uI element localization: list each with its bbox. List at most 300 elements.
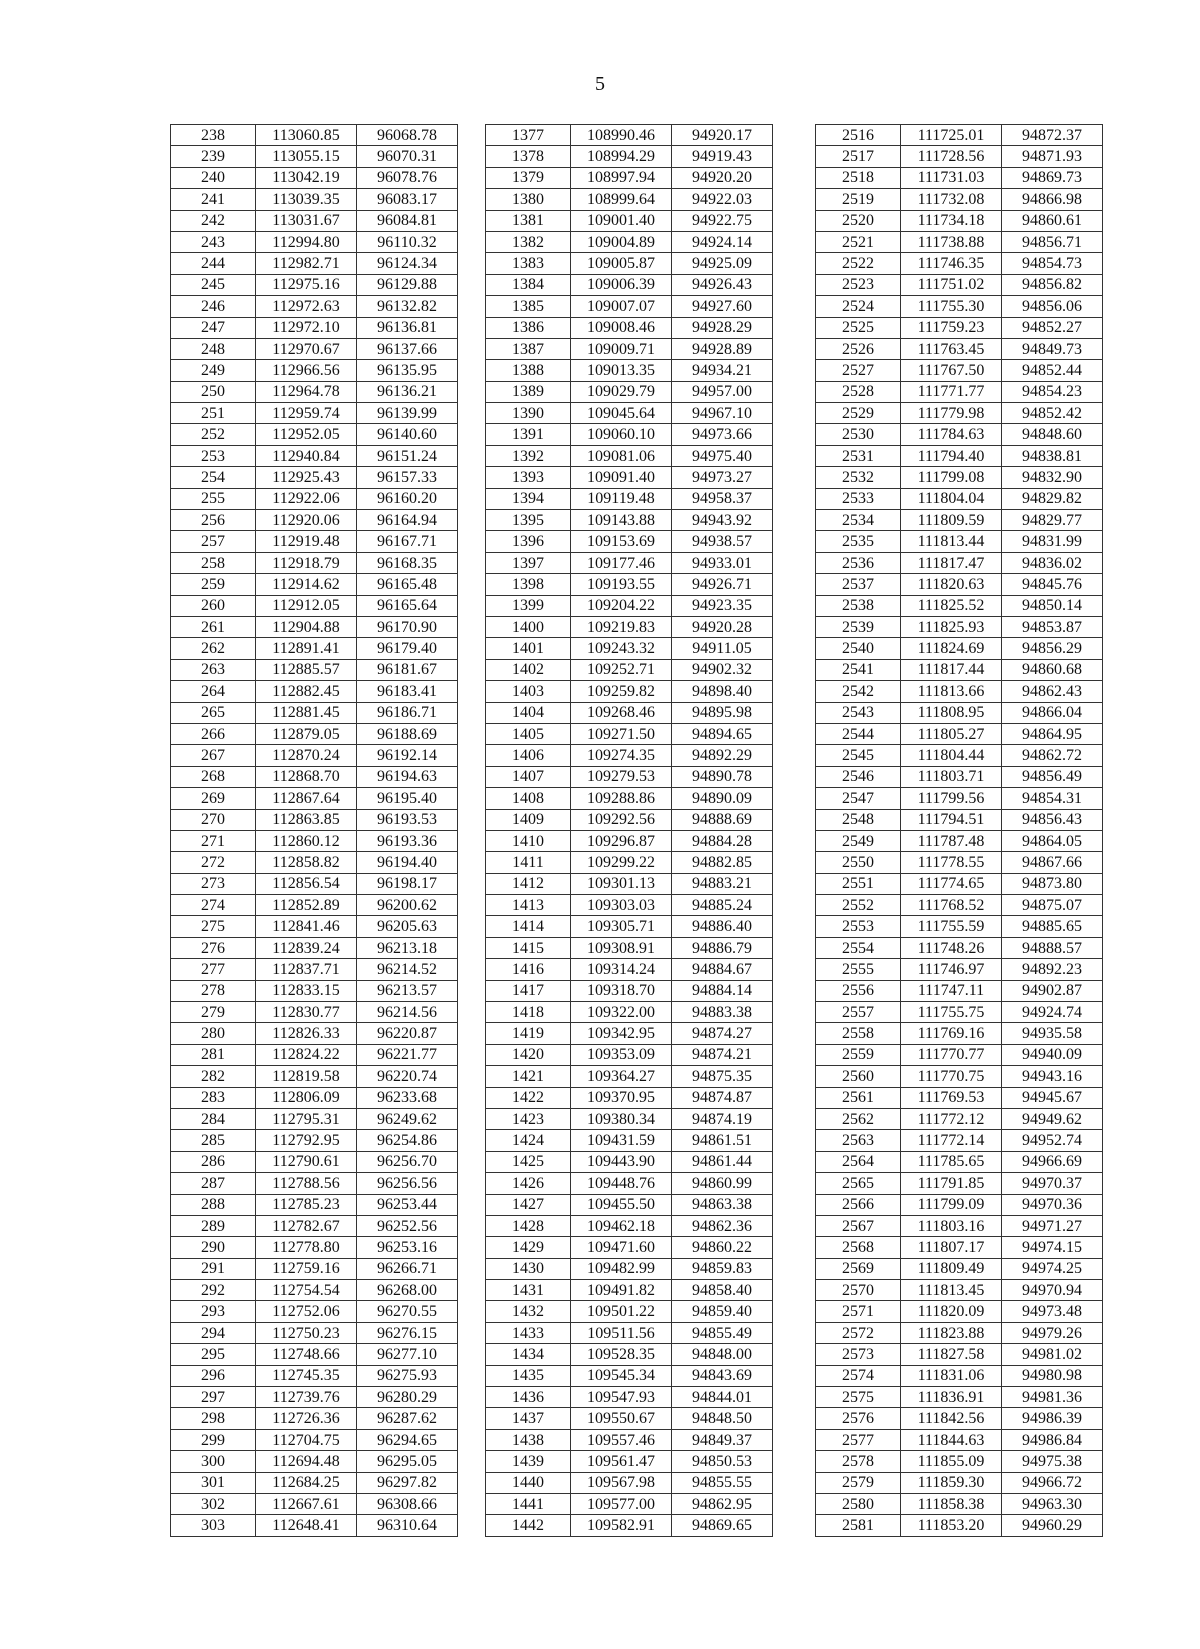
x-coordinate-cell: 111804.44 [901,745,1002,766]
y-coordinate-cell: 94838.81 [1002,445,1103,466]
y-coordinate-cell: 94848.60 [1002,424,1103,445]
x-coordinate-cell: 112684.25 [256,1472,357,1493]
point-number-cell: 1437 [486,1408,571,1429]
table-row [171,574,458,595]
table-row [171,937,458,958]
x-coordinate-cell: 112754.54 [256,1280,357,1301]
y-coordinate-cell: 96280.29 [357,1387,458,1408]
point-number-cell: 1388 [486,360,571,381]
x-coordinate-cell: 109314.24 [571,959,672,980]
x-coordinate-cell: 111824.69 [901,638,1002,659]
table-row [486,210,773,231]
y-coordinate-cell: 94898.40 [672,681,773,702]
table-row [486,1258,773,1279]
table-row [486,274,773,295]
point-number-cell: 2546 [816,766,901,787]
table-row [816,381,1103,402]
x-coordinate-cell: 109455.50 [571,1194,672,1215]
x-coordinate-cell: 109299.22 [571,852,672,873]
x-coordinate-cell: 109322.00 [571,1002,672,1023]
x-coordinate-cell: 112792.95 [256,1130,357,1151]
x-coordinate-cell: 111771.77 [901,381,1002,402]
y-coordinate-cell: 94963.30 [1002,1494,1103,1515]
table-row [486,916,773,937]
point-number-cell: 251 [171,403,256,424]
y-coordinate-cell: 96084.81 [357,210,458,231]
x-coordinate-cell: 112839.24 [256,937,357,958]
table-row [486,488,773,509]
x-coordinate-cell: 109364.27 [571,1066,672,1087]
table-row [816,1087,1103,1108]
y-coordinate-cell: 96275.93 [357,1365,458,1386]
table-row [486,852,773,873]
x-coordinate-cell: 111799.08 [901,467,1002,488]
y-coordinate-cell: 94852.42 [1002,403,1103,424]
table-row [171,702,458,723]
point-number-cell: 2581 [816,1515,901,1536]
table-row [816,1280,1103,1301]
x-coordinate-cell: 112975.16 [256,274,357,295]
y-coordinate-cell: 94886.79 [672,937,773,958]
y-coordinate-cell: 94869.73 [1002,167,1103,188]
point-number-cell: 1425 [486,1151,571,1172]
point-number-cell: 1386 [486,317,571,338]
y-coordinate-cell: 96276.15 [357,1322,458,1343]
x-coordinate-cell: 111859.30 [901,1472,1002,1493]
x-coordinate-cell: 112806.09 [256,1087,357,1108]
x-coordinate-cell: 111836.91 [901,1387,1002,1408]
table-row [486,702,773,723]
table-row [171,189,458,210]
x-coordinate-cell: 112952.05 [256,424,357,445]
table-row [171,231,458,252]
point-number-cell: 1440 [486,1472,571,1493]
table-row [171,659,458,680]
table-row [816,1194,1103,1215]
x-coordinate-cell: 112819.58 [256,1066,357,1087]
point-number-cell: 2568 [816,1237,901,1258]
point-number-cell: 263 [171,659,256,680]
x-coordinate-cell: 112833.15 [256,980,357,1001]
point-number-cell: 286 [171,1151,256,1172]
x-coordinate-cell: 111731.03 [901,167,1002,188]
y-coordinate-cell: 94890.78 [672,766,773,787]
table-row [486,1002,773,1023]
table-row [816,1151,1103,1172]
y-coordinate-cell: 94911.05 [672,638,773,659]
y-coordinate-cell: 94860.68 [1002,659,1103,680]
point-number-cell: 294 [171,1322,256,1343]
point-number-cell: 2516 [816,125,901,146]
point-number-cell: 267 [171,745,256,766]
table-row [486,253,773,274]
x-coordinate-cell: 113031.67 [256,210,357,231]
x-coordinate-cell: 111791.85 [901,1173,1002,1194]
table-row [486,317,773,338]
y-coordinate-cell: 96213.57 [357,980,458,1001]
x-coordinate-cell: 112704.75 [256,1429,357,1450]
x-coordinate-cell: 109274.35 [571,745,672,766]
x-coordinate-cell: 111784.63 [901,424,1002,445]
x-coordinate-cell: 109370.95 [571,1087,672,1108]
point-number-cell: 2575 [816,1387,901,1408]
y-coordinate-cell: 96168.35 [357,552,458,573]
point-number-cell: 2528 [816,381,901,402]
point-number-cell: 2548 [816,809,901,830]
point-number-cell: 246 [171,296,256,317]
x-coordinate-cell: 109193.55 [571,574,672,595]
table-row [171,1280,458,1301]
table-row [816,616,1103,637]
table-row [816,830,1103,851]
x-coordinate-cell: 111844.63 [901,1429,1002,1450]
x-coordinate-cell: 111827.58 [901,1344,1002,1365]
x-coordinate-cell: 112868.70 [256,766,357,787]
x-coordinate-cell: 111809.49 [901,1258,1002,1279]
table-row [816,338,1103,359]
table-row [816,253,1103,274]
table-row [486,1044,773,1065]
point-number-cell: 264 [171,681,256,702]
point-number-cell: 258 [171,552,256,573]
point-number-cell: 2518 [816,167,901,188]
table-row [816,531,1103,552]
x-coordinate-cell: 109005.87 [571,253,672,274]
point-number-cell: 1377 [486,125,571,146]
point-number-cell: 2567 [816,1215,901,1236]
y-coordinate-cell: 96124.34 [357,253,458,274]
y-coordinate-cell: 94928.89 [672,338,773,359]
table-row [171,1237,458,1258]
point-number-cell: 245 [171,274,256,295]
point-number-cell: 2531 [816,445,901,466]
y-coordinate-cell: 94958.37 [672,488,773,509]
y-coordinate-cell: 94957.00 [672,381,773,402]
table-row [816,445,1103,466]
table-row [171,895,458,916]
x-coordinate-cell: 112837.71 [256,959,357,980]
y-coordinate-cell: 94829.77 [1002,510,1103,531]
table-row [816,1002,1103,1023]
table-row [816,1044,1103,1065]
y-coordinate-cell: 94862.43 [1002,681,1103,702]
y-coordinate-cell: 96310.64 [357,1515,458,1536]
table-row [816,1472,1103,1493]
table-row [486,873,773,894]
table-row [486,1280,773,1301]
x-coordinate-cell: 112648.41 [256,1515,357,1536]
y-coordinate-cell: 96198.17 [357,873,458,894]
y-coordinate-cell: 96195.40 [357,788,458,809]
point-number-cell: 1405 [486,723,571,744]
table-row [486,1194,773,1215]
x-coordinate-cell: 112852.89 [256,895,357,916]
table-row [486,1494,773,1515]
x-coordinate-cell: 109060.10 [571,424,672,445]
table-row [171,980,458,1001]
table-row [171,210,458,231]
y-coordinate-cell: 94892.23 [1002,959,1103,980]
x-coordinate-cell: 109482.99 [571,1258,672,1279]
x-coordinate-cell: 112912.05 [256,595,357,616]
point-number-cell: 1378 [486,146,571,167]
x-coordinate-cell: 109431.59 [571,1130,672,1151]
point-number-cell: 2560 [816,1066,901,1087]
point-number-cell: 2520 [816,210,901,231]
x-coordinate-cell: 112925.43 [256,467,357,488]
x-coordinate-cell: 112745.35 [256,1365,357,1386]
point-number-cell: 2551 [816,873,901,894]
table-row [816,1237,1103,1258]
point-number-cell: 260 [171,595,256,616]
point-number-cell: 275 [171,916,256,937]
y-coordinate-cell: 94890.09 [672,788,773,809]
point-number-cell: 2524 [816,296,901,317]
point-number-cell: 266 [171,723,256,744]
point-number-cell: 1401 [486,638,571,659]
point-number-cell: 270 [171,809,256,830]
point-number-cell: 292 [171,1280,256,1301]
x-coordinate-cell: 111805.27 [901,723,1002,744]
y-coordinate-cell: 94859.83 [672,1258,773,1279]
point-number-cell: 281 [171,1044,256,1065]
point-number-cell: 1418 [486,1002,571,1023]
table-row [816,895,1103,916]
point-number-cell: 2526 [816,338,901,359]
point-number-cell: 2545 [816,745,901,766]
table-row [486,830,773,851]
point-number-cell: 1414 [486,916,571,937]
table-row [816,1515,1103,1536]
x-coordinate-cell: 112940.84 [256,445,357,466]
point-number-cell: 1397 [486,552,571,573]
table-row [816,403,1103,424]
x-coordinate-cell: 112867.64 [256,788,357,809]
table-row [171,381,458,402]
point-number-cell: 2523 [816,274,901,295]
y-coordinate-cell: 94882.85 [672,852,773,873]
table-row [486,616,773,637]
table-row [486,338,773,359]
x-coordinate-cell: 112919.48 [256,531,357,552]
x-coordinate-cell: 112914.62 [256,574,357,595]
x-coordinate-cell: 109204.22 [571,595,672,616]
x-coordinate-cell: 111807.17 [901,1237,1002,1258]
point-number-cell: 2558 [816,1023,901,1044]
table-row [486,1365,773,1386]
x-coordinate-cell: 109318.70 [571,980,672,1001]
table-row [816,702,1103,723]
x-coordinate-cell: 111809.59 [901,510,1002,531]
table-row [816,873,1103,894]
point-number-cell: 1421 [486,1066,571,1087]
table-row [486,681,773,702]
table-row [171,338,458,359]
table-row [171,445,458,466]
y-coordinate-cell: 94832.90 [1002,467,1103,488]
x-coordinate-cell: 109009.71 [571,338,672,359]
table-row [171,1044,458,1065]
y-coordinate-cell: 96164.94 [357,510,458,531]
y-coordinate-cell: 94860.99 [672,1173,773,1194]
table-row [486,167,773,188]
point-number-cell: 1396 [486,531,571,552]
point-number-cell: 2552 [816,895,901,916]
y-coordinate-cell: 94986.84 [1002,1429,1103,1450]
y-coordinate-cell: 94856.29 [1002,638,1103,659]
y-coordinate-cell: 94866.04 [1002,702,1103,723]
table-row [816,1408,1103,1429]
point-number-cell: 1441 [486,1494,571,1515]
table-row [171,1087,458,1108]
table-row [171,1365,458,1386]
x-coordinate-cell: 111820.63 [901,574,1002,595]
y-coordinate-cell: 96129.88 [357,274,458,295]
table-row [486,1066,773,1087]
x-coordinate-cell: 111817.47 [901,552,1002,573]
table-row [171,167,458,188]
y-coordinate-cell: 96132.82 [357,296,458,317]
table-row [816,1451,1103,1472]
point-number-cell: 239 [171,146,256,167]
y-coordinate-cell: 94867.66 [1002,852,1103,873]
y-coordinate-cell: 94943.92 [672,510,773,531]
x-coordinate-cell: 109007.07 [571,296,672,317]
point-number-cell: 2543 [816,702,901,723]
y-coordinate-cell: 94849.37 [672,1429,773,1450]
y-coordinate-cell: 94866.98 [1002,189,1103,210]
table-row [486,959,773,980]
point-number-cell: 265 [171,702,256,723]
y-coordinate-cell: 96078.76 [357,167,458,188]
table-row [171,809,458,830]
y-coordinate-cell: 94884.67 [672,959,773,980]
point-number-cell: 262 [171,638,256,659]
table-row [486,467,773,488]
table-row [486,937,773,958]
x-coordinate-cell: 109259.82 [571,681,672,702]
y-coordinate-cell: 94855.55 [672,1472,773,1493]
point-number-cell: 278 [171,980,256,1001]
x-coordinate-cell: 111748.26 [901,937,1002,958]
x-coordinate-cell: 112856.54 [256,873,357,894]
y-coordinate-cell: 94920.28 [672,616,773,637]
x-coordinate-cell: 111747.11 [901,980,1002,1001]
x-coordinate-cell: 111817.44 [901,659,1002,680]
table-row [486,1130,773,1151]
table-row [171,681,458,702]
point-number-cell: 300 [171,1451,256,1472]
point-number-cell: 287 [171,1173,256,1194]
y-coordinate-cell: 96110.32 [357,231,458,252]
point-number-cell: 1420 [486,1044,571,1065]
x-coordinate-cell: 111774.65 [901,873,1002,894]
y-coordinate-cell: 96135.95 [357,360,458,381]
table-row [816,167,1103,188]
y-coordinate-cell: 94871.93 [1002,146,1103,167]
point-number-cell: 2564 [816,1151,901,1172]
table-row [171,531,458,552]
point-number-cell: 238 [171,125,256,146]
table-row [486,360,773,381]
x-coordinate-cell: 112858.82 [256,852,357,873]
point-number-cell: 2532 [816,467,901,488]
table-row [171,1002,458,1023]
point-number-cell: 240 [171,167,256,188]
table-row [816,467,1103,488]
y-coordinate-cell: 94974.15 [1002,1237,1103,1258]
point-number-cell: 2557 [816,1002,901,1023]
y-coordinate-cell: 94966.69 [1002,1151,1103,1172]
point-number-cell: 277 [171,959,256,980]
x-coordinate-cell: 108994.29 [571,146,672,167]
point-number-cell: 2577 [816,1429,901,1450]
table-row [486,146,773,167]
table-row [171,788,458,809]
x-coordinate-cell: 109177.46 [571,552,672,573]
table-row [171,146,458,167]
y-coordinate-cell: 96194.40 [357,852,458,873]
point-number-cell: 1382 [486,231,571,252]
table-row [816,146,1103,167]
y-coordinate-cell: 96233.68 [357,1087,458,1108]
x-coordinate-cell: 111813.44 [901,531,1002,552]
y-coordinate-cell: 94928.29 [672,317,773,338]
x-coordinate-cell: 111794.51 [901,809,1002,830]
table-row [486,531,773,552]
x-coordinate-cell: 112785.23 [256,1194,357,1215]
y-coordinate-cell: 94854.23 [1002,381,1103,402]
table-body [816,125,1103,1537]
table-row [171,1194,458,1215]
table-row [816,1066,1103,1087]
x-coordinate-cell: 109081.06 [571,445,672,466]
y-coordinate-cell: 94943.16 [1002,1066,1103,1087]
table-row [816,937,1103,958]
table-row [816,424,1103,445]
y-coordinate-cell: 94861.44 [672,1151,773,1172]
x-coordinate-cell: 112863.85 [256,809,357,830]
point-number-cell: 293 [171,1301,256,1322]
table-row [486,638,773,659]
x-coordinate-cell: 112966.56 [256,360,357,381]
table-row [486,595,773,616]
point-number-cell: 1424 [486,1130,571,1151]
table-row [486,574,773,595]
table-row [171,1387,458,1408]
point-number-cell: 1402 [486,659,571,680]
table-row [816,1344,1103,1365]
table-row [816,788,1103,809]
point-number-cell: 1390 [486,403,571,424]
point-number-cell: 1411 [486,852,571,873]
x-coordinate-cell: 112830.77 [256,1002,357,1023]
point-number-cell: 291 [171,1258,256,1279]
point-number-cell: 2565 [816,1173,901,1194]
y-coordinate-cell: 96179.40 [357,638,458,659]
x-coordinate-cell: 112870.24 [256,745,357,766]
y-coordinate-cell: 96256.70 [357,1151,458,1172]
point-number-cell: 1394 [486,488,571,509]
point-number-cell: 2519 [816,189,901,210]
point-number-cell: 241 [171,189,256,210]
x-coordinate-cell: 111759.23 [901,317,1002,338]
table-row [171,959,458,980]
table-row [486,766,773,787]
y-coordinate-cell: 94829.82 [1002,488,1103,509]
x-coordinate-cell: 111746.35 [901,253,1002,274]
table-row [486,381,773,402]
